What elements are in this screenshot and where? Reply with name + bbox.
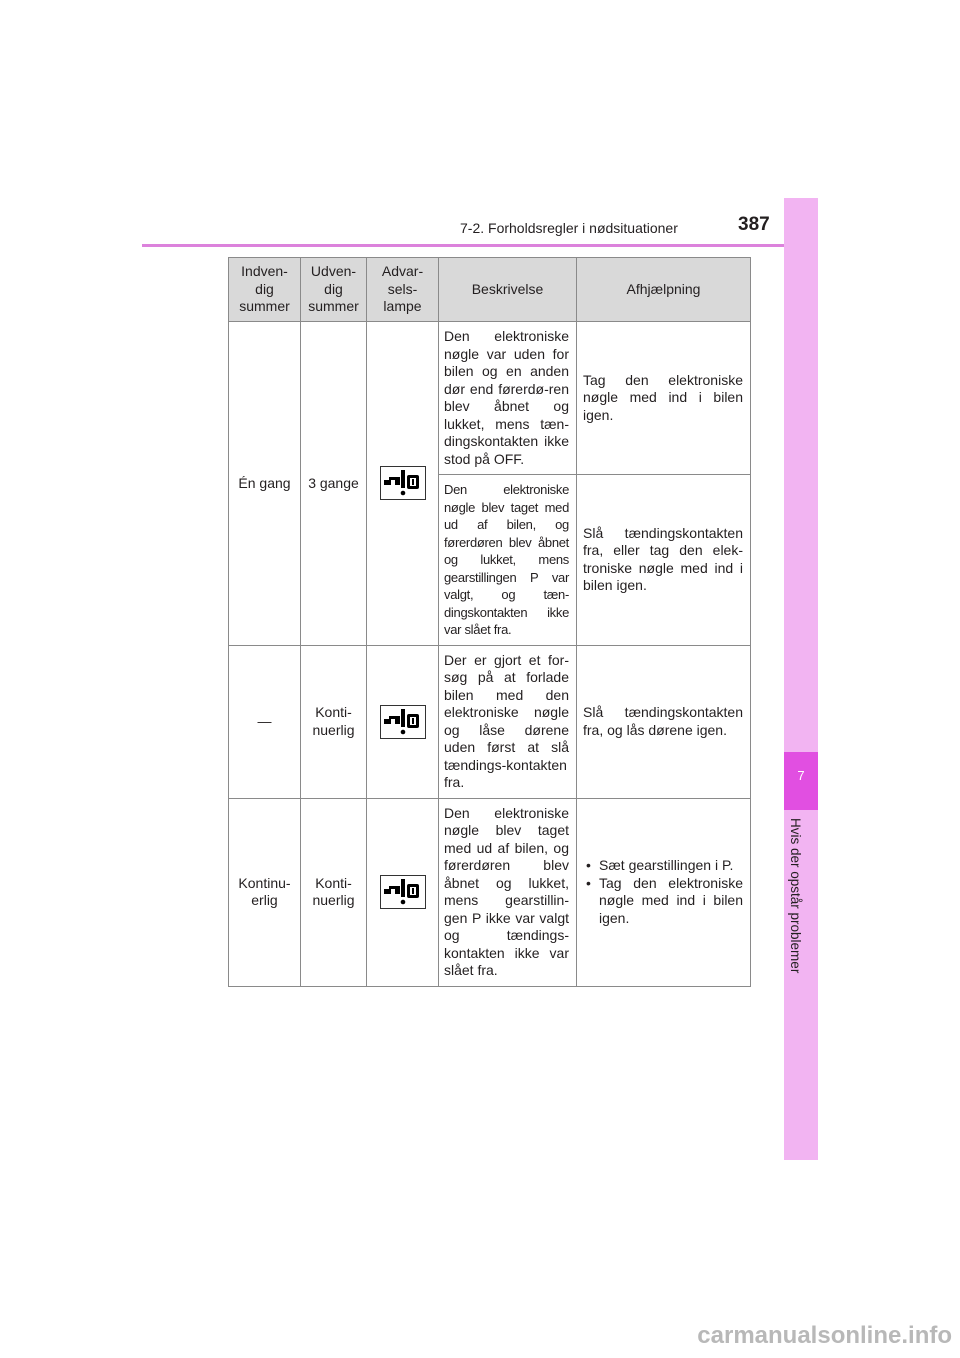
col-header-warning-lamp: Advar- sels- lampe [367, 258, 439, 322]
remedy-cell: Slå tændingskontakten fra, eller tag den elek-troniske nøgle med ind i bilen igen. [577, 475, 751, 646]
warning-lamp-cell [367, 322, 439, 646]
inside-buzzer-cell: — [229, 645, 301, 798]
key-warning-icon [380, 466, 426, 500]
chapter-number: 7 [797, 768, 805, 783]
list-item: • Sæt gearstillingen i P. [583, 857, 743, 875]
key-warning-icon [380, 875, 426, 909]
table-row [229, 322, 751, 475]
page-number: 387 [738, 214, 770, 235]
key-warning-icon [380, 705, 426, 739]
outside-buzzer-cell: 3 gange [301, 322, 367, 646]
watermark: carmanualsonline.info [697, 1322, 952, 1349]
remedy-cell: Tag den elektroniske nøgle med ind i bilen igen. [577, 322, 751, 475]
table-header-row [229, 258, 751, 322]
inside-buzzer-cell: Kontinu- erlig [229, 798, 301, 986]
header-rule [142, 244, 818, 247]
description-cell: Der er gjort et for-søg på at forlade bilen med den elektroniske nøgle og låse dørene uden først at slå tændings-kontakten fra. [439, 645, 577, 798]
table-row [229, 798, 751, 986]
description-cell: Den elektroniske nøgle blev taget med ud af bilen, og førerdøren blev åbnet og lukket, mens gearstillin-gen P ikke var valgt og tændings-kontakten ikke var slået fra. [439, 798, 577, 986]
outside-buzzer-cell: Konti- nuerlig [301, 645, 367, 798]
inside-buzzer-cell: Én gang [229, 322, 301, 646]
warning-lamp-cell [367, 798, 439, 986]
section-title: 7-2. Forholdsregler i nødsituationer [460, 220, 678, 236]
outside-buzzer-cell: Konti- nuerlig [301, 798, 367, 986]
remedy-list [583, 857, 743, 927]
description-cell: Den elektroniske nøgle var uden for bilen og en anden dør end førerdø-ren blev åbnet og lukket, mens tæn-dingskontakten ikke stod på OFF. [439, 322, 577, 475]
list-item: • Tag den elektroniske nøgle med ind i bilen igen. [583, 875, 743, 928]
col-header-description: Beskrivelse [439, 258, 577, 322]
warning-buzzer-table [228, 257, 751, 987]
warning-lamp-cell [367, 645, 439, 798]
table-row [229, 645, 751, 798]
col-header-remedy: Afhjælpning [577, 258, 751, 322]
chapter-title: Hvis der opstår problemer [788, 818, 803, 974]
col-header-outside-buzzer: Udven- dig summer [301, 258, 367, 322]
remedy-cell [577, 798, 751, 986]
col-header-inside-buzzer: Indven- dig summer [229, 258, 301, 322]
remedy-cell: Slå tændingskontakten fra, og lås dørene igen. [577, 645, 751, 798]
chapter-side-tab [784, 198, 818, 1160]
description-cell: Den elektroniske nøgle blev taget med ud af bilen, og førerdøren blev åbnet og lukket, mens gearstillingen P var valgt, og tæn-dingskontakten ikke var slået fra. [439, 475, 577, 646]
